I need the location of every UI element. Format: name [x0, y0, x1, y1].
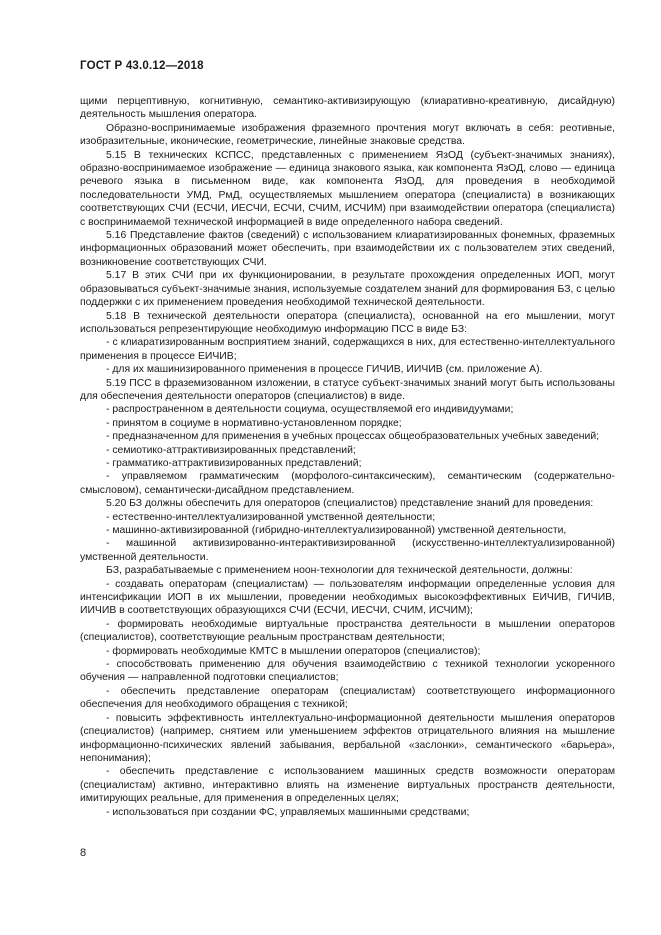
paragraph: - формировать необходимые виртуальные пространства деятельности в мышлении операторов (специалистов), соответствующие реальным пространствам деятельности; — [80, 618, 615, 644]
paragraph: - машинной активизированно-интерактивизированной (искусственно-интеллектуализированной) умственной деятельности. — [80, 538, 615, 563]
paragraph: - семиотико-аттрактивизированных представлений; — [106, 444, 356, 456]
paragraph: БЗ, разрабатываемые с применением ноон-технологии для технической деятельности, должны: — [106, 565, 573, 577]
paragraph: 5.19 ПСС в фраземизованном изложении, в статусе субъект-значимых знаний могут быть использованы для обеспечения деятельности операторов (специалистов) в виде. — [80, 377, 615, 402]
paragraph: 5.15 В технических КСПСС, представленных с применением ЯзОД (субъект-значимых знаниях), образно-воспринимаемое изображение — единица знакового языка, как компонента ЯзОД, слово — единица речевого языка в письменном виде, как компонента ЯзОД, для проведения в необходимой последовательности УМД, РмД, осуществляемых мышлением оператора (специалиста) в возникающих соответствующих СЧИ (ЕСЧИ, ИЕСЧИ, ЕСЧИ, СЧИМ, ИСЧИМ) при взаимодействии оператора (специалиста) с воспринимаемой технической информацией в виде определенного набора сведений. — [80, 149, 615, 228]
paragraph: - для их машинизированного применения в процессе ГИЧИВ, ИИЧИВ (см. приложение А). — [106, 364, 543, 376]
paragraph: - машинно-активизированной (гибридно-интеллектуализированной) умственной деятельности, — [106, 525, 567, 536]
paragraph: - принятом в социуме в нормативно-установленном порядке; — [106, 417, 402, 429]
paragraph: Образно-воспринимаемые изображения фраземного прочтения могут включать в себя: реотивные, изобразительные, иконические, геометрические, линейные знаковые средства. — [80, 122, 615, 148]
paragraph: - управляемом грамматическим (морфолого-синтаксическим), семантическим (содержательно-смысловом), семантически-дисайдном представлением. — [80, 471, 615, 496]
page-number: 8 — [80, 847, 87, 859]
document-body — [80, 95, 615, 819]
paragraph: - повысить эффективность интеллектуально-информационной деятельности мышления операторов (специалистов) (например, снятием или уменьшением эффектов отрицательного влияния на мышление информационно-психических явлений забывания, вербальной «заслонки», семантического «барьера», непонимания); — [80, 712, 615, 764]
paragraph: - грамматико-аттрактивизированных представлений; — [106, 457, 362, 469]
paragraph: - распространенном в деятельности социума, осуществляемой его индивидуумами; — [106, 404, 514, 416]
paragraph: - формировать необходимые КМТС в мышлении операторов (специалистов); — [106, 645, 481, 657]
paragraph: - использоваться при создании ФС, управляемых машинными средствами; — [106, 806, 470, 818]
document-header: ГОСТ Р 43.0.12—2018 — [80, 60, 204, 72]
paragraph: - способствовать применению для обучения взаимодействию с техникой технологии ускоренного обучения — направленной подготовки специалистов; — [80, 659, 615, 684]
paragraph: 5.20 БЗ должны обеспечить для операторов (специалистов) представление знаний для проведения: — [106, 498, 594, 510]
paragraph: - предназначенном для применения в учебных процессах общеобразовательных учебных заведений; — [106, 431, 600, 443]
paragraph: - естественно-интеллектуализированной умственной деятельности; — [106, 511, 436, 523]
paragraph: - обеспечить представление с использованием машинных средств возможности операторам (специалистам) активно, интерактивно влиять на изменение виртуальных пространств деятельности, имитирующих реальные, для применения в определенных целях; — [80, 766, 615, 805]
paragraph: - создавать операторам (специалистам) — пользователям информации определенные условия для интенсификации ИОП в их мышлении, проведении необходимых высокоэффективных ЕИЧИВ, ГИЧИВ, ИИЧИВ в соответствующих образующихся СЧИ (ЕСЧИ, ИЕСЧИ, СЧИМ, ИСЧИМ); — [80, 578, 615, 617]
paragraph: 5.17 В этих СЧИ при их функционировании, в результате прохождения определенных ИОП, могут образовываться субъект-значимые знания, используемые создателем знаний для формирования БЗ, с целью поддержки с их применением проведения необходимой технической деятельности. — [80, 270, 615, 309]
paragraph: 5.18 В технической деятельности оператора (специалиста), основанной на его мышлении, могут использоваться репрезентирующие необходимую информацию ПСС в виде БЗ: — [80, 310, 615, 335]
paragraph: - обеспечить представление операторам (специалистам) соответствующего информационного обеспечения для необходимого обращения с техникой; — [80, 685, 615, 711]
paragraph: 5.16 Представление фактов (сведений) с использованием клиаратизированных фонемных, фраземных информационных образований может обеспечить, при взаимодействии их с пользователем этих сведений, возникновение соответствующих СЧИ. — [80, 230, 615, 268]
paragraph: щими перцептивную, когнитивную, семантико-активизирующую (клиаративно-креативную, дисайдную) деятельность мышления оператора. — [80, 96, 615, 121]
paragraph: - с клиаратизированным восприятием знаний, содержащихся в них, для естественно-интеллектуального применения в процессе ЕИЧИВ; — [80, 337, 615, 362]
